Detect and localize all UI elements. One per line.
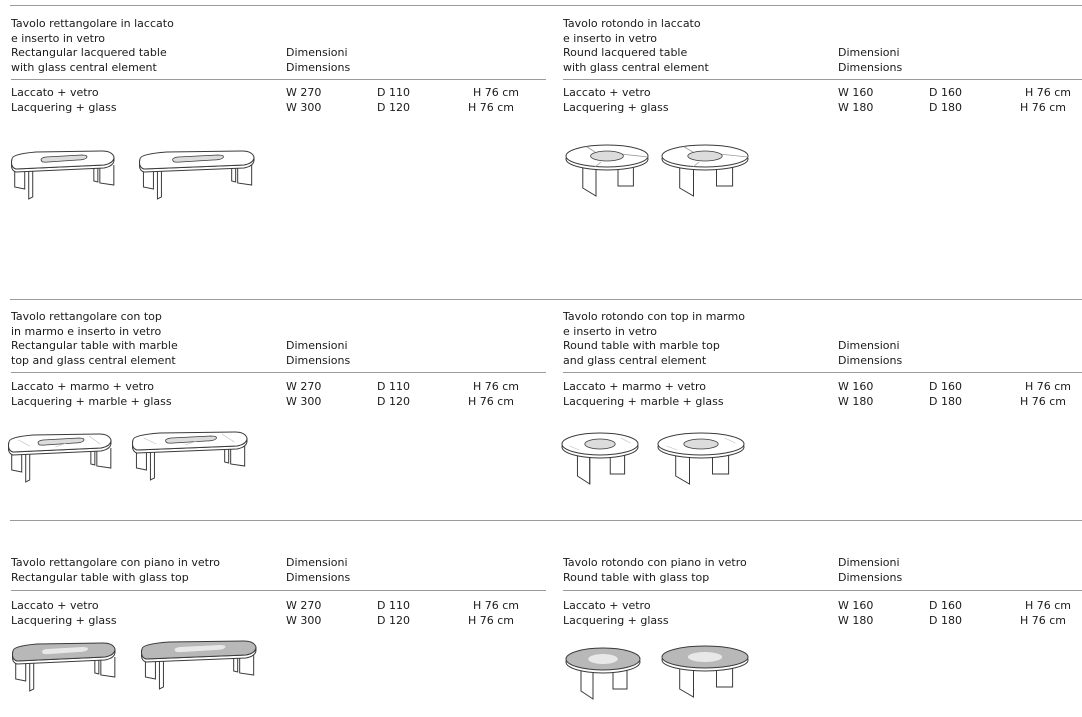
product-title bbox=[563, 310, 745, 368]
depth: D 160 bbox=[929, 86, 962, 99]
title-line: and glass central element bbox=[563, 353, 707, 367]
table-leg bbox=[150, 450, 154, 480]
depth: D 110 bbox=[377, 599, 410, 612]
spec-row bbox=[11, 614, 531, 629]
product-title bbox=[11, 556, 220, 585]
width: W 300 bbox=[286, 100, 322, 114]
height: H 76 cm bbox=[1019, 394, 1066, 408]
dimensions-label bbox=[286, 556, 350, 585]
height: H 76 cm bbox=[1024, 86, 1071, 99]
section-rule-1 bbox=[10, 299, 1082, 300]
height: H 76 cm bbox=[1024, 599, 1071, 612]
depth: D 110 bbox=[377, 86, 410, 99]
finish: Lacquering + glass bbox=[563, 613, 669, 627]
height: H 76 cm bbox=[1019, 613, 1066, 627]
glass-insert bbox=[588, 654, 618, 664]
product-title bbox=[11, 310, 178, 368]
title-line: Round table with glass top bbox=[563, 570, 710, 584]
width: W 300 bbox=[286, 394, 322, 408]
spec-divider bbox=[563, 372, 1082, 373]
finish: Lacquering + glass bbox=[11, 100, 117, 114]
height: H 76 cm bbox=[467, 394, 514, 408]
glass-insert bbox=[688, 151, 722, 161]
height: H 76 cm bbox=[472, 599, 519, 612]
width: W 160 bbox=[838, 86, 874, 99]
title-line: Tavolo rotondo in laccato bbox=[563, 17, 701, 30]
title-line: e inserto in vetro bbox=[563, 31, 657, 45]
title-line: Tavolo rotondo con piano in vetro bbox=[563, 556, 747, 569]
dim-label-it: Dimensioni bbox=[286, 46, 348, 59]
finish: Lacquering + glass bbox=[563, 100, 669, 114]
rect-table-glass-small bbox=[9, 639, 121, 697]
depth: D 160 bbox=[929, 380, 962, 393]
finish: Laccato + marmo + vetro bbox=[563, 380, 706, 393]
spec-row bbox=[563, 614, 1082, 629]
width: W 270 bbox=[286, 380, 322, 393]
height: H 76 cm bbox=[1019, 100, 1066, 114]
table-leg bbox=[159, 659, 163, 689]
spec-divider bbox=[11, 590, 546, 591]
rect-table-lacquered-large bbox=[136, 147, 260, 205]
depth: D 120 bbox=[377, 613, 410, 627]
depth: D 180 bbox=[929, 100, 962, 114]
title-line: top and glass central element bbox=[11, 353, 176, 367]
height: H 76 cm bbox=[467, 100, 514, 114]
dim-label-it: Dimensioni bbox=[838, 339, 900, 352]
glass-insert bbox=[688, 652, 722, 662]
width: W 160 bbox=[838, 380, 874, 393]
finish: Laccato + marmo + vetro bbox=[11, 380, 154, 393]
dimensions-label bbox=[838, 339, 902, 368]
width: W 270 bbox=[286, 599, 322, 612]
rect-table-glass-large bbox=[138, 637, 262, 695]
dim-label-it: Dimensioni bbox=[838, 46, 900, 59]
dim-label-en: Dimensions bbox=[838, 570, 903, 584]
spec-row bbox=[11, 86, 531, 101]
dim-label-en: Dimensions bbox=[838, 353, 903, 367]
finish: Laccato + vetro bbox=[563, 86, 651, 99]
title-line: Tavolo rettangolare con piano in vetro bbox=[11, 556, 220, 569]
dimensions-label bbox=[286, 339, 350, 368]
table-leg bbox=[26, 452, 30, 482]
dim-label-en: Dimensions bbox=[286, 353, 351, 367]
table-leg bbox=[29, 169, 33, 199]
height: H 76 cm bbox=[472, 86, 519, 99]
title-line: Rectangular table with marble bbox=[11, 339, 178, 352]
spec-row bbox=[563, 86, 1082, 101]
section-rule-2 bbox=[10, 520, 1082, 521]
spec-divider bbox=[563, 590, 1082, 591]
round-table-glass-large bbox=[659, 641, 751, 697]
height: H 76 cm bbox=[472, 380, 519, 393]
spec-row bbox=[11, 380, 531, 395]
table-leg bbox=[30, 661, 34, 691]
spec-row bbox=[563, 395, 1082, 410]
title-line: e inserto in vetro bbox=[11, 31, 105, 45]
glass-insert bbox=[585, 439, 615, 449]
height: H 76 cm bbox=[1024, 380, 1071, 393]
title-line: Tavolo rettangolare in laccato bbox=[11, 17, 174, 30]
dim-label-it: Dimensioni bbox=[838, 556, 900, 569]
dimensions-label bbox=[286, 46, 350, 75]
table-leg bbox=[157, 169, 161, 199]
title-line: Round table with marble top bbox=[563, 339, 720, 352]
depth: D 180 bbox=[929, 394, 962, 408]
rect-table-marble-small bbox=[5, 430, 117, 488]
title-line: Tavolo rotondo con top in marmo bbox=[563, 310, 745, 323]
rect-table-lacquered-small bbox=[8, 147, 120, 205]
title-line: e inserto in vetro bbox=[563, 324, 657, 338]
spec-row bbox=[11, 101, 531, 116]
dimensions-label bbox=[838, 556, 902, 585]
product-title bbox=[563, 556, 747, 585]
spec-row bbox=[11, 599, 531, 614]
spec-divider bbox=[11, 372, 546, 373]
rect-table-marble-large bbox=[129, 428, 253, 486]
height: H 76 cm bbox=[467, 613, 514, 627]
product-title bbox=[11, 17, 174, 75]
finish: Lacquering + glass bbox=[11, 613, 117, 627]
glass-insert bbox=[684, 439, 718, 449]
title-line: with glass central element bbox=[11, 60, 157, 74]
width: W 180 bbox=[838, 394, 874, 408]
spec-row bbox=[563, 101, 1082, 116]
title-line: Rectangular lacquered table bbox=[11, 46, 167, 59]
spec-row bbox=[563, 380, 1082, 395]
finish: Laccato + vetro bbox=[11, 599, 99, 612]
product-title bbox=[563, 17, 709, 75]
finish: Lacquering + marble + glass bbox=[563, 394, 724, 408]
round-table-lacquered-small bbox=[563, 140, 651, 202]
round-table-marble-small bbox=[559, 428, 641, 488]
depth: D 110 bbox=[377, 380, 410, 393]
dimensions-label bbox=[838, 46, 902, 75]
round-table-marble-large bbox=[655, 428, 747, 488]
finish: Lacquering + marble + glass bbox=[11, 394, 172, 408]
depth: D 120 bbox=[377, 100, 410, 114]
finish: Laccato + vetro bbox=[563, 599, 651, 612]
title-line: Rectangular table with glass top bbox=[11, 570, 189, 584]
title-line: Tavolo rettangolare con top bbox=[11, 310, 162, 323]
width: W 160 bbox=[838, 599, 874, 612]
round-table-lacquered-large bbox=[659, 140, 751, 202]
title-line: with glass central element bbox=[563, 60, 709, 74]
width: W 270 bbox=[286, 86, 322, 99]
round-table-glass-small bbox=[563, 643, 643, 699]
dim-label-it: Dimensioni bbox=[286, 339, 348, 352]
top-rule bbox=[10, 5, 1082, 6]
depth: D 160 bbox=[929, 599, 962, 612]
dim-label-en: Dimensions bbox=[286, 60, 351, 74]
spec-divider bbox=[11, 79, 546, 80]
dim-label-it: Dimensioni bbox=[286, 556, 348, 569]
width: W 180 bbox=[838, 613, 874, 627]
title-line: Round lacquered table bbox=[563, 46, 688, 59]
dim-label-en: Dimensions bbox=[286, 570, 351, 584]
glass-insert bbox=[591, 151, 624, 161]
finish: Laccato + vetro bbox=[11, 86, 99, 99]
spec-row bbox=[563, 599, 1082, 614]
title-line: in marmo e inserto in vetro bbox=[11, 324, 162, 338]
spec-row bbox=[11, 395, 531, 410]
dim-label-en: Dimensions bbox=[838, 60, 903, 74]
spec-divider bbox=[563, 79, 1082, 80]
width: W 180 bbox=[838, 100, 874, 114]
depth: D 180 bbox=[929, 613, 962, 627]
depth: D 120 bbox=[377, 394, 410, 408]
width: W 300 bbox=[286, 613, 322, 627]
